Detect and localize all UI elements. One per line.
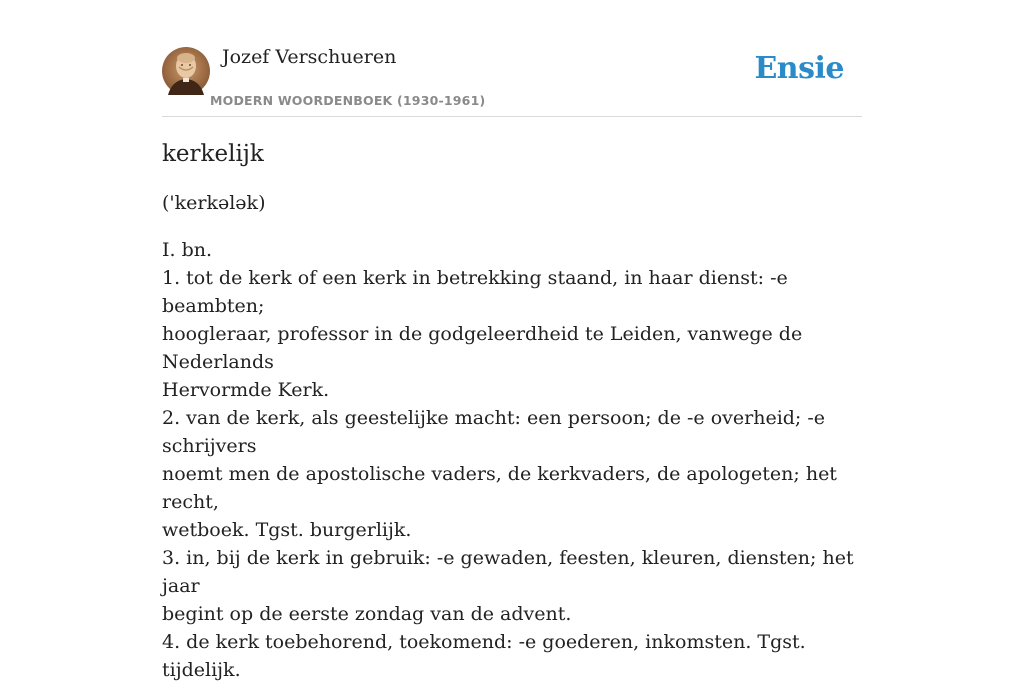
ensie-logo-link[interactable]: Ensie [754, 51, 844, 86]
entry-pronunciation: ('kerkələk) [162, 192, 266, 214]
definition-line: wetboek. Tgst. burgerlijk. [162, 519, 412, 541]
definition-line: 1. tot de kerk of een kerk in betrekking staand, in haar dienst: -e beambten; [162, 267, 788, 317]
portrait-icon [162, 47, 210, 95]
author-avatar[interactable] [162, 47, 210, 95]
definition-line: Hervormde Kerk. [162, 379, 330, 401]
entry-definition [162, 236, 862, 684]
definition-line: 2. van de kerk, als geestelijke macht: een persoon; de -e overheid; -e schrijvers [162, 407, 826, 457]
author-name[interactable]: Jozef Verschueren [222, 46, 397, 68]
definition-line: begint op de eerste zondag van de advent. [162, 603, 572, 625]
definition-line: noemt men de apostolische vaders, de kerkvaders, de apologeten; het recht, [162, 463, 837, 513]
site-header [162, 45, 862, 117]
entry-content [162, 138, 862, 684]
definition-line: I. bn. [162, 239, 213, 261]
definition-line: 3. in, bij de kerk in gebruik: -e gewaden, feesten, kleuren, diensten; het jaar [162, 547, 854, 597]
source-label[interactable]: MODERN WOORDENBOEK (1930-1961) [210, 93, 486, 108]
definition-line: hoogleraar, professor in de godgeleerdheid te Leiden, vanwege de Nederlands [162, 323, 803, 373]
entry-headword: kerkelijk [162, 141, 264, 167]
definition-line: 4. de kerk toebehorend, toekomend: -e goederen, inkomsten. Tgst. tijdelijk. [162, 631, 806, 681]
